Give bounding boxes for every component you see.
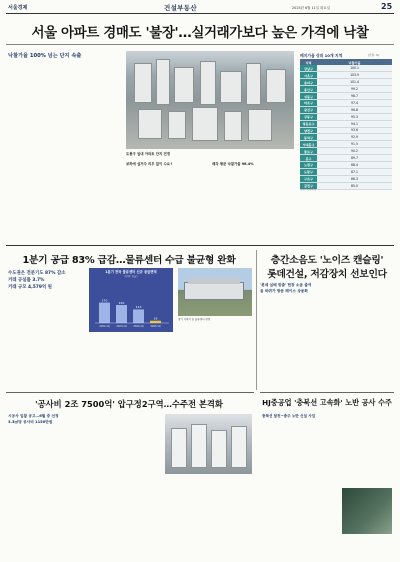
region-cell: 송파구 — [300, 79, 317, 86]
lead-headline: 서울 아파트 경매도 '불장'…실거래가보다 높은 가격에 낙찰 — [31, 25, 369, 41]
region-cell: 성동구 — [300, 93, 317, 100]
rate-cell: 100.1 — [317, 65, 392, 72]
story5-column-1 — [262, 420, 326, 555]
rate-cell: 103.9 — [317, 72, 392, 79]
story5-subhead: 충북선 달천~충주 노반 신설 사업 — [262, 414, 316, 418]
story3-subhead: '롯데 실배 맞춤' 현장 소음 줄여 — [260, 283, 312, 287]
chart-bar — [133, 309, 144, 323]
headline-rule — [6, 44, 394, 45]
chart-unit: (단위: 만㎡) — [124, 275, 138, 278]
region-cell: 용산구 — [300, 86, 317, 93]
region-cell: 구로구 — [300, 175, 317, 182]
section-rule — [6, 245, 394, 246]
region-cell: 양천구 — [300, 127, 317, 134]
page-number: 25 — [381, 2, 393, 11]
story2-subhead: 거래 공실률 3.7% — [8, 278, 45, 283]
chart-data-label: 170 — [101, 298, 108, 303]
rate-cell: 92.9 — [317, 134, 392, 141]
railway-construction-photo — [342, 488, 392, 534]
story3-headline-line1: 층간소음도 '노이즈 캔슬링' — [270, 255, 384, 266]
rate-cell: 88.4 — [317, 161, 392, 168]
story3-headline-line2: 롯데건설, 저감장치 선보인다 — [267, 269, 387, 280]
auction-rate-table — [300, 59, 392, 190]
region-cell: 노원구 — [300, 161, 317, 168]
table-row — [300, 106, 392, 113]
issue-date: 2025년 6월 11일 화요일 — [292, 6, 330, 10]
rate-cell: 91.5 — [317, 141, 392, 148]
story2-subhead: 거래 규모 4,579억 원 — [8, 285, 52, 290]
story5-headline: HJ중공업 '충북선 고속화' 노반 공사 수주 — [262, 398, 392, 407]
warehouse-photo — [178, 268, 252, 316]
table-row — [300, 65, 392, 72]
rate-cell: 96.8 — [317, 106, 392, 113]
rate-cell: 101.4 — [317, 79, 392, 86]
table-row — [300, 168, 392, 175]
chart-bar — [150, 321, 161, 323]
chart-bar — [99, 303, 110, 323]
story4-column-2 — [86, 414, 162, 555]
table-unit: (단위: %) — [368, 54, 380, 57]
story4-subhead: 3.3㎡당 공사비 1150만원 — [8, 420, 53, 424]
lead-highlight-1 — [126, 162, 208, 176]
apartment-aerial-photo — [126, 51, 294, 149]
masthead-rule — [6, 13, 394, 14]
chart-tick-label: 2022.1Q — [99, 325, 110, 328]
story2-column-2 — [89, 336, 252, 388]
lead-column-1 — [8, 60, 64, 240]
table-source: 자료: 지지옥션 — [300, 188, 317, 191]
table-row — [300, 113, 392, 120]
story4-column-1 — [8, 427, 84, 555]
rate-cell: 99.2 — [317, 86, 392, 93]
lead-highlight-2 — [212, 162, 294, 176]
highlight-text: 보하에 실거주 의무 없이 수요↑ — [126, 162, 173, 166]
highlight-text: 매각 평균 낙찰가율 98.4% — [212, 162, 254, 166]
rate-cell: 97.4 — [317, 99, 392, 106]
region-cell: 서대문구 — [300, 141, 317, 148]
rate-cell: 87.1 — [317, 168, 392, 175]
table-row — [300, 72, 392, 79]
table-row — [300, 86, 392, 93]
chart-bar — [116, 305, 127, 323]
rate-cell: 93.6 — [317, 127, 392, 134]
rate-cell: 85.0 — [317, 182, 392, 189]
story3-subhead: 음 바퀴가 방문 페이스 상용화 — [260, 289, 308, 293]
table-row — [300, 134, 392, 141]
story2-headline: 1분기 공급 83% 급감…물류센터 수급 불균형 완화 — [22, 255, 236, 266]
table-header-cell: 지역 — [300, 59, 317, 65]
chart-data-label: 150 — [118, 300, 125, 305]
table-row — [300, 93, 392, 100]
table-row — [300, 79, 392, 86]
rate-cell: 95.3 — [317, 113, 392, 120]
table-row — [300, 155, 392, 162]
section-rule — [6, 392, 254, 393]
apgujeong-complex-photo — [165, 414, 252, 474]
newspaper-name: 서울경제 — [8, 5, 28, 11]
chart-data-label: 19 — [153, 316, 158, 321]
table-row — [300, 148, 392, 155]
region-cell: 종로구 — [300, 148, 317, 155]
chart-tick-label: 2024.1Q — [133, 325, 144, 328]
rate-cell: 89.7 — [317, 155, 392, 162]
story3-column-1 — [260, 296, 326, 388]
story2-column-1 — [8, 292, 86, 388]
table-row — [300, 127, 392, 134]
lead-column-4 — [212, 178, 294, 240]
region-cell: 마포구 — [300, 99, 317, 106]
lead-subhead: 낙찰가율 100% 넘는 단지 속출 — [8, 53, 82, 59]
region-cell: 서초구 — [300, 72, 317, 79]
chart-tick-label: 2023.1Q — [116, 325, 127, 328]
region-cell: 중구 — [300, 155, 317, 162]
chart-tick-label: 2025.1Q — [150, 325, 161, 328]
table-title: 메지가율 상위 10개 지역 — [300, 53, 343, 58]
table-row — [300, 120, 392, 127]
rate-cell: 86.3 — [317, 175, 392, 182]
region-cell: 도봉구 — [300, 168, 317, 175]
region-cell: 강동구 — [300, 113, 317, 120]
story4-subhead: 시공사 입찰 공고…6월 중 선정 — [8, 414, 59, 418]
lead-column-3 — [126, 178, 208, 240]
chart-title: 1분기 전국 물류센터 신규 공급면적 — [105, 270, 157, 274]
table-row — [300, 141, 392, 148]
table-header-cell: 낙찰가율 — [317, 59, 392, 65]
region-cell: 광진구 — [300, 106, 317, 113]
chart-data-label: 113 — [135, 305, 142, 310]
rate-cell: 94.1 — [317, 120, 392, 127]
rate-cell: 90.2 — [317, 148, 392, 155]
region-cell: 강남구 — [300, 65, 317, 72]
lead-column-2 — [66, 60, 122, 240]
region-cell: 동작구 — [300, 134, 317, 141]
section-rule — [260, 392, 394, 393]
story3-column-2 — [328, 296, 394, 388]
table-row — [300, 175, 392, 182]
story4-headline: '공사비 2조 7500억' 압구정2구역…수주전 본격화 — [35, 399, 223, 409]
photo-caption: 경기 지역의 한 물류센터 전경 — [178, 318, 211, 321]
story4-column-3 — [165, 482, 252, 555]
section-title: 건설부동산 — [164, 4, 197, 12]
photo-caption: 도봉구 일대 아파트 단지 전경 — [126, 152, 171, 156]
story2-subhead: 수도권은 전분기도 87% 감소 — [8, 271, 66, 276]
story5-column-2 — [330, 420, 392, 484]
table-row — [300, 99, 392, 106]
region-cell: 금천구 — [300, 182, 317, 189]
column-divider — [256, 250, 257, 390]
table-row — [300, 161, 392, 168]
rate-cell: 98.7 — [317, 93, 392, 100]
lead-column-5 — [300, 194, 392, 240]
region-cell: 영등포구 — [300, 120, 317, 127]
